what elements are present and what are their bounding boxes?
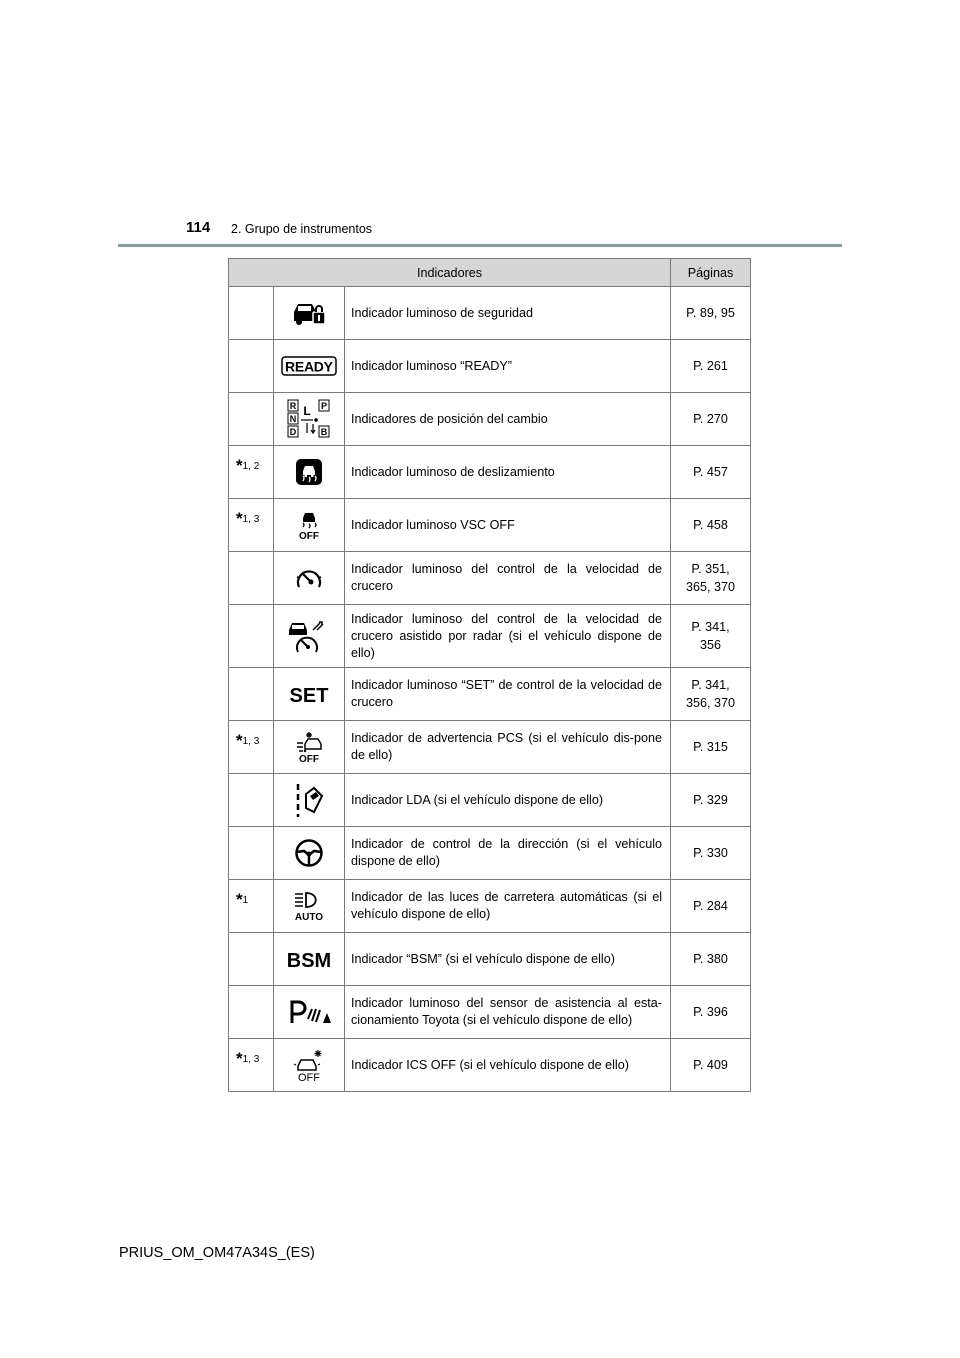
table-row <box>229 668 751 721</box>
row-icon-cell <box>274 340 345 393</box>
row-note: *1, 3 <box>229 721 274 774</box>
row-description: Indicador luminoso de seguridad <box>345 287 671 340</box>
row-note: *1, 2 <box>229 446 274 499</box>
row-pages: P. 380 <box>671 933 751 986</box>
parking-assist-indicator-icon <box>287 999 331 1025</box>
section-title: 2. Grupo de instrumentos <box>231 222 373 236</box>
row-pages: P. 284 <box>671 880 751 933</box>
row-icon-cell <box>274 721 345 774</box>
steering-control-indicator-icon <box>294 838 324 868</box>
table-row <box>229 605 751 668</box>
row-icon-cell <box>274 933 345 986</box>
table-row <box>229 774 751 827</box>
row-pages: P. 261 <box>671 340 751 393</box>
row-note <box>229 986 274 1039</box>
off-label: OFF <box>299 531 319 541</box>
table-row <box>229 552 751 605</box>
row-note <box>229 827 274 880</box>
document-code: PRIUS_OM_OM47A34S_(ES) <box>119 1245 315 1261</box>
table-row <box>229 880 751 933</box>
row-description: Indicador luminoso del sensor de asistencia al esta-cionamiento Toyota (si el vehículo dispone de ello) <box>345 986 671 1039</box>
shift-l-label: L <box>303 404 311 418</box>
column-header-pages: Páginas <box>671 259 751 287</box>
table-row <box>229 446 751 499</box>
auto-label: AUTO <box>294 912 324 922</box>
row-description: Indicador luminoso “READY” <box>345 340 671 393</box>
row-pages: P. 315 <box>671 721 751 774</box>
table-row <box>229 986 751 1039</box>
row-note <box>229 933 274 986</box>
row-icon-cell <box>274 552 345 605</box>
row-pages: P. 457 <box>671 446 751 499</box>
table-row <box>229 340 751 393</box>
row-pages: P. 329 <box>671 774 751 827</box>
shift-position-indicator-icon <box>287 399 331 439</box>
row-icon-cell <box>274 393 345 446</box>
row-icon-cell <box>274 668 345 721</box>
row-icon-cell <box>274 774 345 827</box>
row-pages: P. 396 <box>671 986 751 1039</box>
indicators-table <box>228 258 751 1092</box>
table-row <box>229 1039 751 1092</box>
row-pages: P. 458 <box>671 499 751 552</box>
ready-label: READY <box>285 358 333 375</box>
page-number: 114 <box>186 219 211 236</box>
shift-p-label: P <box>320 401 328 411</box>
row-icon-cell <box>274 827 345 880</box>
row-icon-cell <box>274 446 345 499</box>
ics-off-indicator-icon <box>292 1048 326 1082</box>
row-description: Indicador de advertencia PCS (si el vehículo dis-pone de ello) <box>345 721 671 774</box>
row-icon-cell <box>274 986 345 1039</box>
row-description: Indicador ICS OFF (si el vehículo dispone de ello) <box>345 1039 671 1092</box>
lda-indicator-icon <box>294 782 324 818</box>
row-note <box>229 774 274 827</box>
shift-r-label: R <box>289 401 297 411</box>
row-description: Indicador luminoso del control de la velocidad de crucero <box>345 552 671 605</box>
table-row <box>229 721 751 774</box>
row-description: Indicadores de posición del cambio <box>345 393 671 446</box>
row-description: Indicador “BSM” (si el vehículo dispone de ello) <box>345 933 671 986</box>
row-note <box>229 287 274 340</box>
row-icon-cell <box>274 605 345 668</box>
row-pages: P. 89, 95 <box>671 287 751 340</box>
row-pages: P. 341, 356 <box>671 605 751 668</box>
set-label: SET <box>289 685 329 705</box>
row-description: Indicador luminoso del control de la velocidad de crucero asistido por radar (si el vehículo dispone de ello) <box>345 605 671 668</box>
off-label: OFF <box>299 754 319 764</box>
row-description: Indicador de control de la dirección (si el vehículo dispone de ello) <box>345 827 671 880</box>
security-indicator-icon <box>291 300 327 326</box>
row-note: *1, 3 <box>229 499 274 552</box>
auto-high-beam-indicator-icon <box>291 890 327 922</box>
row-pages: P. 351, 365, 370 <box>671 552 751 605</box>
pcs-warning-indicator-icon <box>293 730 325 764</box>
row-pages: P. 330 <box>671 827 751 880</box>
table-row <box>229 287 751 340</box>
row-pages: P. 341, 356, 370 <box>671 668 751 721</box>
row-icon-cell <box>274 499 345 552</box>
shift-b-label: B <box>320 427 328 437</box>
row-description: Indicador de las luces de carretera automáticas (si el vehículo dispone de ello) <box>345 880 671 933</box>
row-note <box>229 552 274 605</box>
bsm-indicator-icon <box>285 947 333 971</box>
ready-indicator-icon <box>281 356 337 376</box>
table-row <box>229 393 751 446</box>
bsm-label: BSM <box>286 950 332 971</box>
cruise-control-indicator-icon <box>294 565 324 591</box>
table-row <box>229 933 751 986</box>
row-note <box>229 605 274 668</box>
shift-d-label: D <box>289 427 297 437</box>
row-icon-cell <box>274 1039 345 1092</box>
row-description: Indicador luminoso “SET” de control de la velocidad de crucero <box>345 668 671 721</box>
row-pages: P. 270 <box>671 393 751 446</box>
row-pages: P. 409 <box>671 1039 751 1092</box>
table-row <box>229 827 751 880</box>
row-note: *1 <box>229 880 274 933</box>
row-description: Indicador luminoso VSC OFF <box>345 499 671 552</box>
column-header-indicators: Indicadores <box>229 259 671 287</box>
set-indicator-icon <box>288 683 330 705</box>
header-rule <box>118 244 842 247</box>
row-description: Indicador luminoso de deslizamiento <box>345 446 671 499</box>
row-icon-cell <box>274 880 345 933</box>
vsc-off-indicator-icon <box>294 509 324 541</box>
table-row <box>229 499 751 552</box>
slip-indicator-icon <box>295 458 323 486</box>
row-note <box>229 340 274 393</box>
row-note: *1, 3 <box>229 1039 274 1092</box>
shift-n-label: N <box>289 414 297 424</box>
row-note <box>229 668 274 721</box>
radar-cruise-indicator-icon <box>287 618 331 654</box>
row-description: Indicador LDA (si el vehículo dispone de ello) <box>345 774 671 827</box>
row-note <box>229 393 274 446</box>
row-icon-cell <box>274 287 345 340</box>
table-header-row <box>229 259 751 287</box>
off-label: OFF <box>298 1072 320 1082</box>
